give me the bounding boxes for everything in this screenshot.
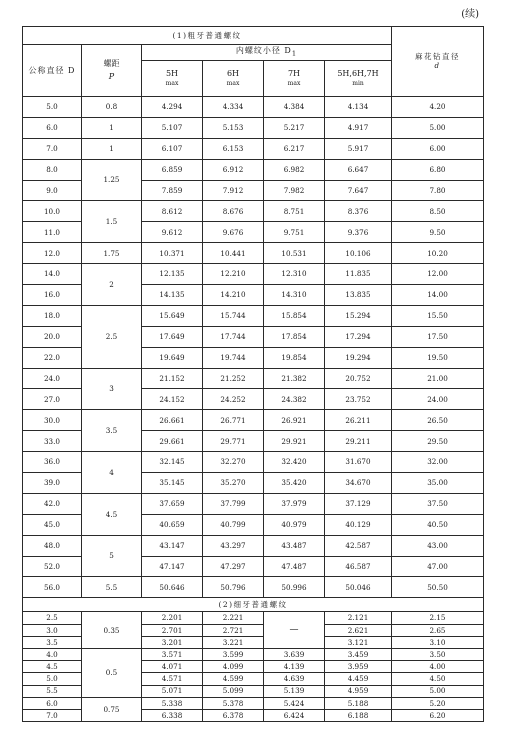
nominal-diameter-cell: 56.0: [23, 577, 82, 598]
fine-row: [23, 648, 484, 660]
minor-min-cell: 19.294: [325, 347, 392, 368]
minor-7h-max-cell: 32.420: [264, 452, 325, 473]
coarse-row: [23, 159, 484, 180]
continued-label: (续): [461, 9, 479, 20]
header-class-5h: [142, 61, 203, 97]
nominal-diameter-cell: 52.0: [23, 556, 82, 577]
minor-6h-max-cell: 47.297: [203, 556, 264, 577]
minor-6h-max-cell: 15.744: [203, 305, 264, 326]
drill-diameter-cell: 37.50: [392, 493, 484, 514]
nominal-diameter-cell: 3.5: [23, 636, 82, 648]
drill-diameter-cell: 6.00: [392, 138, 484, 159]
minor-min-cell: 23.752: [325, 389, 392, 410]
drill-diameter-cell: 43.00: [392, 535, 484, 556]
minor-6h-max-cell: 50.796: [203, 577, 264, 598]
minor-subscript: 1: [291, 49, 298, 58]
minor-min-cell: 2.621: [325, 624, 392, 636]
drill-diameter-cell: 14.00: [392, 285, 484, 306]
minor-5h-max-cell: 17.649: [142, 326, 203, 347]
pitch-cell: 0.75: [82, 697, 142, 721]
minor-min-cell: 11.835: [325, 264, 392, 285]
minor-min-cell: 3.459: [325, 648, 392, 660]
minor-5h-max-cell: 6.338: [142, 709, 203, 721]
minor-5h-max-cell: 35.145: [142, 473, 203, 494]
minor-5h-max-cell: 7.859: [142, 180, 203, 201]
minor-7h-max-cell: 8.751: [264, 201, 325, 222]
minor-6h-max-cell: 6.912: [203, 159, 264, 180]
header-nominal-diameter: [23, 45, 82, 97]
coarse-row: [23, 201, 484, 222]
minor-label: 内螺纹小径 D: [235, 46, 292, 56]
coarse-section-title: (1)粗牙普通螺纹: [23, 27, 392, 45]
drill-diameter-cell: 29.50: [392, 431, 484, 452]
minor-6h-max-cell: 32.270: [203, 452, 264, 473]
nominal-diameter-cell: 42.0: [23, 493, 82, 514]
minor-7h-max-cell: 3.639: [264, 648, 325, 660]
minor-7h-max-cell: 40.979: [264, 514, 325, 535]
nominal-diameter-cell: 4.5: [23, 661, 82, 673]
drill-diameter-cell: 19.50: [392, 347, 484, 368]
nominal-diameter-cell: 5.5: [23, 685, 82, 697]
class-name: 5H,6H,7H: [337, 69, 379, 78]
minor-min-cell: 6.188: [325, 709, 392, 721]
nominal-diameter-cell: 33.0: [23, 431, 82, 452]
minor-7h-max-cell: 50.996: [264, 577, 325, 598]
minor-5h-max-cell: 24.152: [142, 389, 203, 410]
minor-7h-max-cell: 7.982: [264, 180, 325, 201]
minor-7h-max-cell: 35.420: [264, 473, 325, 494]
coarse-row: [23, 264, 484, 285]
minor-6h-max-cell: 2.721: [203, 624, 264, 636]
minor-5h-max-cell: 5.338: [142, 697, 203, 709]
minor-6h-max-cell: 12.210: [203, 264, 264, 285]
minor-6h-max-cell: 5.378: [203, 697, 264, 709]
header-pitch: [82, 45, 142, 97]
minor-min-cell: 9.376: [325, 222, 392, 243]
class-limit: min: [352, 80, 364, 87]
class-limit: max: [287, 80, 301, 87]
minor-min-cell: 50.046: [325, 577, 392, 598]
pitch-cell: 0.35: [82, 612, 142, 649]
minor-6h-max-cell: 35.270: [203, 473, 264, 494]
minor-min-cell: 2.121: [325, 612, 392, 624]
drill-diameter-cell: 12.00: [392, 264, 484, 285]
pitch-cell: 5: [82, 535, 142, 577]
minor-min-cell: 31.670: [325, 452, 392, 473]
coarse-row: [23, 493, 484, 514]
drill-diameter-cell: 10.20: [392, 243, 484, 264]
nominal-diameter-cell: 3.0: [23, 624, 82, 636]
minor-7h-max-cell: 5.139: [264, 685, 325, 697]
drill-diameter-cell: 40.50: [392, 514, 484, 535]
minor-6h-max-cell: 3.599: [203, 648, 264, 660]
minor-min-cell: 15.294: [325, 305, 392, 326]
drill-diameter-cell: 8.50: [392, 201, 484, 222]
minor-6h-max-cell: 5.099: [203, 685, 264, 697]
minor-6h-max-cell: 37.799: [203, 493, 264, 514]
minor-7h-max-cell: 17.854: [264, 326, 325, 347]
nominal-diameter-cell: 16.0: [23, 285, 82, 306]
pitch-cell: 1: [82, 117, 142, 138]
drill-diameter-cell: 3.50: [392, 648, 484, 660]
minor-min-cell: 3.121: [325, 636, 392, 648]
nominal-diameter-cell: 24.0: [23, 368, 82, 389]
minor-5h-max-cell: 37.659: [142, 493, 203, 514]
nominal-diameter-cell: 30.0: [23, 410, 82, 431]
minor-6h-max-cell: 24.252: [203, 389, 264, 410]
minor-min-cell: 20.752: [325, 368, 392, 389]
drill-diameter-cell: 3.10: [392, 636, 484, 648]
drill-diameter-cell: 2.15: [392, 612, 484, 624]
minor-min-cell: 10.106: [325, 243, 392, 264]
minor-7h-max-cell: 9.751: [264, 222, 325, 243]
nominal-diameter-cell: 7.0: [23, 709, 82, 721]
minor-7h-max-cell: 5.424: [264, 697, 325, 709]
minor-5h-max-cell: 2.201: [142, 612, 203, 624]
minor-min-cell: 29.211: [325, 431, 392, 452]
nominal-diameter-cell: 6.0: [23, 117, 82, 138]
minor-min-cell: 26.211: [325, 410, 392, 431]
thread-drill-table: [22, 26, 484, 722]
minor-5h-max-cell: 3.201: [142, 636, 203, 648]
minor-5h-max-cell: 32.145: [142, 452, 203, 473]
minor-5h-max-cell: 10.371: [142, 243, 203, 264]
minor-6h-max-cell: 4.334: [203, 97, 264, 118]
fine-row: [23, 612, 484, 624]
drill-diameter-cell: 21.00: [392, 368, 484, 389]
nominal-diameter-cell: 11.0: [23, 222, 82, 243]
drill-diameter-cell: 47.00: [392, 556, 484, 577]
nominal-diameter-cell: 5.0: [23, 673, 82, 685]
minor-5h-max-cell: 3.571: [142, 648, 203, 660]
minor-7h-max-cell: 6.424: [264, 709, 325, 721]
minor-5h-max-cell: 5.071: [142, 685, 203, 697]
minor-5h-max-cell: 21.152: [142, 368, 203, 389]
minor-5h-max-cell: 14.135: [142, 285, 203, 306]
minor-6h-max-cell: 7.912: [203, 180, 264, 201]
minor-7h-max-cell: 37.979: [264, 493, 325, 514]
minor-7h-max-cell: 15.854: [264, 305, 325, 326]
pitch-cell: 1: [82, 138, 142, 159]
minor-6h-max-cell: 43.297: [203, 535, 264, 556]
minor-6h-max-cell: 14.210: [203, 285, 264, 306]
drill-diameter-cell: 35.00: [392, 473, 484, 494]
drill-diameter-cell: 5.00: [392, 685, 484, 697]
minor-7h-max-cell: 4.384: [264, 97, 325, 118]
nominal-diameter-cell: 7.0: [23, 138, 82, 159]
minor-7h-max-cell: 10.531: [264, 243, 325, 264]
minor-6h-max-cell: 17.744: [203, 326, 264, 347]
minor-6h-max-cell: 9.676: [203, 222, 264, 243]
pitch-label: 螺距: [103, 59, 120, 68]
minor-5h-max-cell: 12.135: [142, 264, 203, 285]
coarse-row: [23, 577, 484, 598]
minor-5h-max-cell: 19.649: [142, 347, 203, 368]
nominal-diameter-cell: 22.0: [23, 347, 82, 368]
minor-7h-dash-cell: —: [264, 612, 325, 649]
drill-symbol: d: [434, 61, 441, 70]
drill-diameter-cell: 9.50: [392, 222, 484, 243]
minor-6h-max-cell: 3.221: [203, 636, 264, 648]
minor-5h-max-cell: 2.701: [142, 624, 203, 636]
minor-min-cell: 3.959: [325, 661, 392, 673]
minor-6h-max-cell: 8.676: [203, 201, 264, 222]
nominal-diameter-cell: 18.0: [23, 305, 82, 326]
minor-min-cell: 7.647: [325, 180, 392, 201]
nominal-diameter-cell: 39.0: [23, 473, 82, 494]
drill-diameter-cell: 6.20: [392, 709, 484, 721]
drill-diameter-cell: 5.00: [392, 117, 484, 138]
nominal-diameter-cell: 48.0: [23, 535, 82, 556]
minor-min-cell: 40.129: [325, 514, 392, 535]
minor-5h-max-cell: 26.661: [142, 410, 203, 431]
minor-7h-max-cell: 6.217: [264, 138, 325, 159]
nominal-diameter-cell: 36.0: [23, 452, 82, 473]
minor-5h-max-cell: 5.107: [142, 117, 203, 138]
coarse-row: [23, 97, 484, 118]
minor-7h-max-cell: 5.217: [264, 117, 325, 138]
nominal-label: 公称直径 D: [28, 65, 76, 75]
minor-6h-max-cell: 2.221: [203, 612, 264, 624]
minor-6h-max-cell: 10.441: [203, 243, 264, 264]
drill-diameter-cell: 5.20: [392, 697, 484, 709]
nominal-diameter-cell: 10.0: [23, 201, 82, 222]
header-minor-diameter: [142, 45, 392, 61]
drill-diameter-cell: 32.00: [392, 452, 484, 473]
minor-min-cell: 4.959: [325, 685, 392, 697]
minor-min-cell: 37.129: [325, 493, 392, 514]
pitch-cell: 4.5: [82, 493, 142, 535]
drill-diameter-cell: 24.00: [392, 389, 484, 410]
minor-7h-max-cell: 26.921: [264, 410, 325, 431]
class-name: 5H: [165, 69, 179, 78]
pitch-cell: 1.25: [82, 159, 142, 201]
minor-7h-max-cell: 43.487: [264, 535, 325, 556]
coarse-row: [23, 243, 484, 264]
header-class-6h: [203, 61, 264, 97]
minor-min-cell: 34.670: [325, 473, 392, 494]
pitch-cell: 3: [82, 368, 142, 410]
header-class-all: [325, 61, 392, 97]
nominal-diameter-cell: 5.0: [23, 97, 82, 118]
drill-diameter-cell: 4.00: [392, 661, 484, 673]
drill-diameter-cell: 17.50: [392, 326, 484, 347]
minor-min-cell: 6.647: [325, 159, 392, 180]
minor-6h-max-cell: 6.153: [203, 138, 264, 159]
pitch-cell: 1.75: [82, 243, 142, 264]
minor-6h-max-cell: 29.771: [203, 431, 264, 452]
minor-6h-max-cell: 40.799: [203, 514, 264, 535]
drill-diameter-cell: 2.65: [392, 624, 484, 636]
class-name: 7H: [287, 69, 301, 78]
minor-7h-max-cell: 29.921: [264, 431, 325, 452]
coarse-row: [23, 368, 484, 389]
minor-7h-max-cell: 4.639: [264, 673, 325, 685]
coarse-row: [23, 452, 484, 473]
nominal-diameter-cell: 8.0: [23, 159, 82, 180]
minor-6h-max-cell: 4.099: [203, 661, 264, 673]
minor-7h-max-cell: 47.487: [264, 556, 325, 577]
minor-min-cell: 13.835: [325, 285, 392, 306]
fine-section-title: (2)细牙普通螺纹: [23, 598, 484, 612]
class-name: 6H: [226, 69, 240, 78]
minor-5h-max-cell: 29.661: [142, 431, 203, 452]
minor-min-cell: 46.587: [325, 556, 392, 577]
pitch-cell: 4: [82, 452, 142, 494]
pitch-cell: 0.8: [82, 97, 142, 118]
nominal-diameter-cell: 20.0: [23, 326, 82, 347]
minor-5h-max-cell: 40.659: [142, 514, 203, 535]
minor-7h-max-cell: 21.382: [264, 368, 325, 389]
drill-diameter-cell: 4.50: [392, 673, 484, 685]
pitch-symbol: P: [108, 72, 115, 81]
coarse-row: [23, 410, 484, 431]
drill-diameter-cell: 26.50: [392, 410, 484, 431]
minor-min-cell: 42.587: [325, 535, 392, 556]
nominal-diameter-cell: 45.0: [23, 514, 82, 535]
pitch-cell: 1.5: [82, 201, 142, 243]
minor-5h-max-cell: 4.294: [142, 97, 203, 118]
pitch-cell: 2.5: [82, 305, 142, 368]
minor-min-cell: 5.188: [325, 697, 392, 709]
nominal-diameter-cell: 9.0: [23, 180, 82, 201]
class-limit: max: [165, 80, 179, 87]
minor-5h-max-cell: 50.646: [142, 577, 203, 598]
minor-6h-max-cell: 21.252: [203, 368, 264, 389]
minor-5h-max-cell: 6.107: [142, 138, 203, 159]
minor-7h-max-cell: 19.854: [264, 347, 325, 368]
drill-diameter-cell: 7.80: [392, 180, 484, 201]
nominal-diameter-cell: 4.0: [23, 648, 82, 660]
coarse-section-title-row: [23, 27, 484, 45]
minor-6h-max-cell: 26.771: [203, 410, 264, 431]
minor-min-cell: 17.294: [325, 326, 392, 347]
minor-5h-max-cell: 6.859: [142, 159, 203, 180]
minor-min-cell: 5.917: [325, 138, 392, 159]
minor-6h-max-cell: 5.153: [203, 117, 264, 138]
minor-6h-max-cell: 6.378: [203, 709, 264, 721]
nominal-diameter-cell: 6.0: [23, 697, 82, 709]
drill-diameter-cell: 50.50: [392, 577, 484, 598]
nominal-diameter-cell: 27.0: [23, 389, 82, 410]
minor-5h-max-cell: 9.612: [142, 222, 203, 243]
fine-row: [23, 697, 484, 709]
minor-7h-max-cell: 24.382: [264, 389, 325, 410]
minor-min-cell: 4.917: [325, 117, 392, 138]
minor-5h-max-cell: 4.071: [142, 661, 203, 673]
minor-5h-max-cell: 4.571: [142, 673, 203, 685]
coarse-row: [23, 305, 484, 326]
header-class-7h: [264, 61, 325, 97]
header-drill-diameter: [392, 27, 484, 97]
pitch-cell: 3.5: [82, 410, 142, 452]
drill-diameter-cell: 15.50: [392, 305, 484, 326]
drill-diameter-cell: 4.20: [392, 97, 484, 118]
drill-diameter-cell: 6.80: [392, 159, 484, 180]
minor-min-cell: 8.376: [325, 201, 392, 222]
minor-6h-max-cell: 4.599: [203, 673, 264, 685]
coarse-row: [23, 535, 484, 556]
coarse-row: [23, 117, 484, 138]
nominal-diameter-cell: 14.0: [23, 264, 82, 285]
pitch-cell: 2: [82, 264, 142, 306]
minor-6h-max-cell: 19.744: [203, 347, 264, 368]
minor-min-cell: 4.134: [325, 97, 392, 118]
nominal-diameter-cell: 12.0: [23, 243, 82, 264]
minor-5h-max-cell: 15.649: [142, 305, 203, 326]
minor-7h-max-cell: 12.310: [264, 264, 325, 285]
minor-min-cell: 4.459: [325, 673, 392, 685]
drill-label: 麻花钻直径: [415, 52, 460, 62]
nominal-diameter-cell: 2.5: [23, 612, 82, 624]
pitch-cell: 5.5: [82, 577, 142, 598]
minor-7h-max-cell: 4.139: [264, 661, 325, 673]
fine-section-title-row: [23, 598, 484, 612]
minor-5h-max-cell: 8.612: [142, 201, 203, 222]
class-limit: max: [226, 80, 240, 87]
minor-5h-max-cell: 43.147: [142, 535, 203, 556]
coarse-row: [23, 138, 484, 159]
minor-7h-max-cell: 6.982: [264, 159, 325, 180]
minor-7h-max-cell: 14.310: [264, 285, 325, 306]
minor-5h-max-cell: 47.147: [142, 556, 203, 577]
pitch-cell: 0.5: [82, 648, 142, 697]
